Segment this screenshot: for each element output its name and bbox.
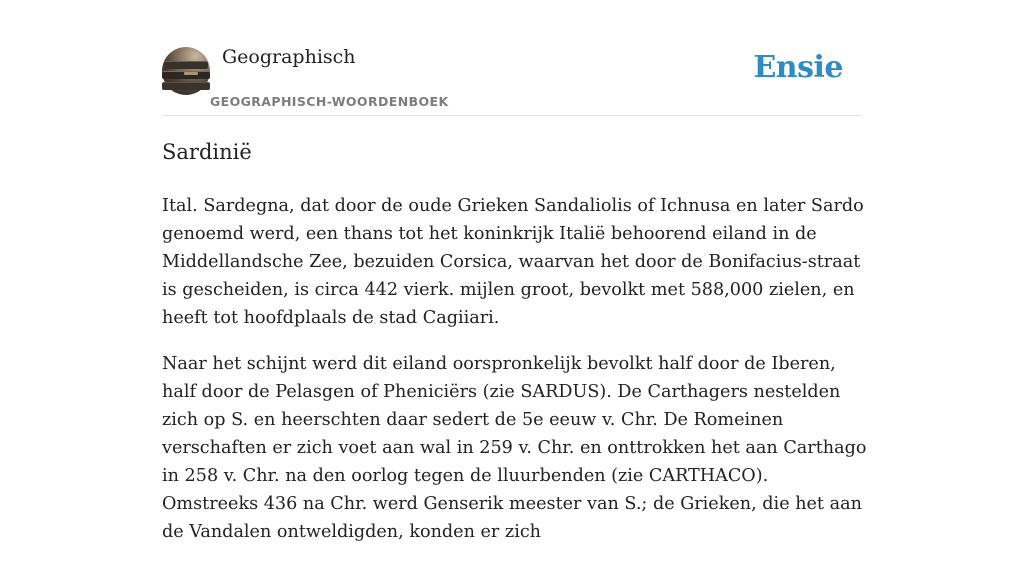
article-title: Sardinië — [162, 140, 252, 164]
article-paragraph-2: Naar het schijnt werd dit eiland oorspronkelijk bevolkt half door de Iberen, half door de Pelasgen of Pheniciërs (zie SARDUS). De Carthagers nestelden zich op S. en heerschten daar sedert de 5e eeuw v. Chr. De Romeinen verschaften er zich voet aan wal in 259 v. Chr. en onttrokken het aan Carthago in 258 v. Chr. na den oorlog tegen de lluurbenden (zie CARTHACO). Omstreeks 436 na Chr. werd Genserik meester van S.; de Grieken, die het aan de Vandalen ontweldigden, konden er zich — [162, 354, 867, 542]
article-body — [162, 192, 868, 564]
page — [162, 0, 867, 542]
header — [162, 0, 862, 116]
avatar-book-label — [184, 72, 198, 75]
avatar-book-3 — [162, 82, 210, 90]
collection-label[interactable]: GEOGRAPHISCH-WOORDENBOEK — [210, 94, 449, 109]
avatar-book-1 — [164, 61, 208, 69]
article-paragraph-1: Ital. Sardegna, dat door de oude Grieken Sandaliolis of Ichnusa en later Sardo genoemd werd, een thans tot het koninkrijk Italië behoorend eiland in de Middellandsche Zee, bezuiden Corsica, waarvan het door de Bonifacius-straat is gescheiden, is circa 442 vierk. mijlen groot, bevolkt met 588,000 zielen, en heeft tot hoofdplaals de stad Cagiiari. — [162, 196, 864, 328]
author-name[interactable]: Geographisch — [222, 46, 356, 68]
author-avatar[interactable] — [162, 47, 210, 95]
ensie-logo[interactable]: Ensie — [753, 50, 843, 85]
